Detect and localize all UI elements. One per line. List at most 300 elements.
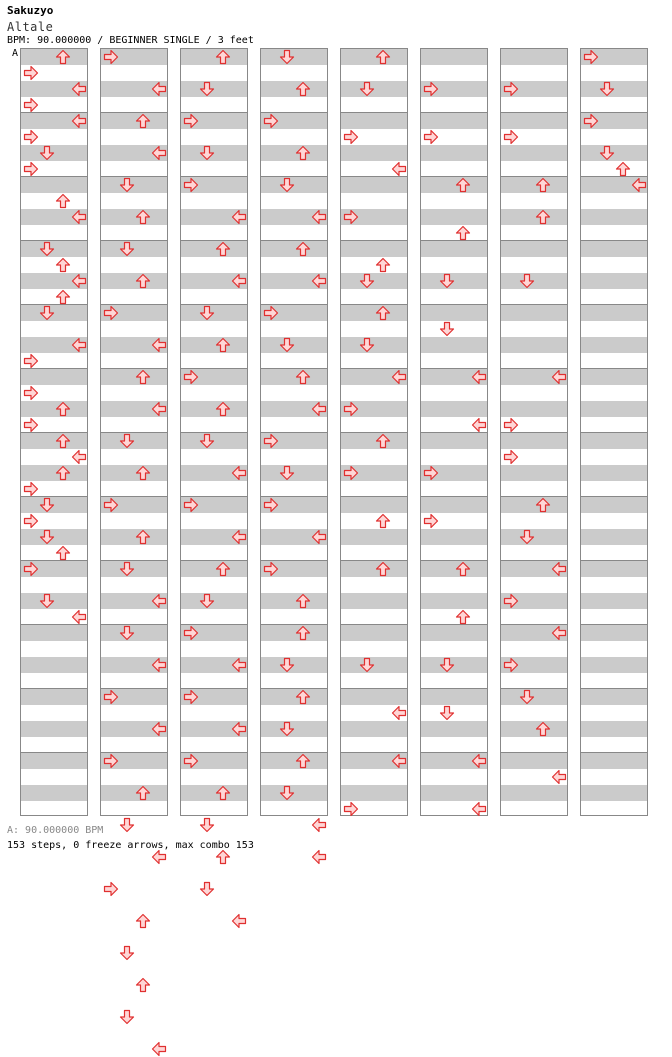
arrow-left-icon — [423, 513, 439, 529]
arrow-left-icon — [103, 689, 119, 705]
beat-band — [421, 305, 487, 321]
arrow-up-icon — [55, 193, 71, 209]
arrow-up-icon — [375, 305, 391, 321]
beat-band — [501, 401, 567, 417]
arrow-right-icon — [551, 625, 567, 641]
arrow-left-icon — [23, 417, 39, 433]
arrow-left-icon — [183, 753, 199, 769]
beat-band — [421, 241, 487, 257]
arrow-down-icon — [519, 689, 535, 705]
arrow-left-icon — [503, 657, 519, 673]
measure-line — [501, 240, 567, 241]
beat-band — [341, 561, 407, 577]
measure-line — [501, 496, 567, 497]
measure-line — [341, 688, 407, 689]
arrow-right-icon — [71, 113, 87, 129]
beat-band — [101, 529, 167, 545]
arrow-down-icon — [279, 657, 295, 673]
arrow-right-icon — [231, 529, 247, 545]
arrow-left-icon — [103, 305, 119, 321]
measure-line — [421, 304, 487, 305]
beat-band — [581, 689, 647, 705]
arrow-down-icon — [119, 177, 135, 193]
arrow-right-icon — [311, 849, 327, 865]
beat-band — [581, 721, 647, 737]
beat-band — [21, 689, 87, 705]
beat-band — [421, 497, 487, 513]
chart-column — [260, 48, 328, 816]
arrow-down-icon — [119, 1009, 135, 1025]
measure-line — [101, 112, 167, 113]
beat-band — [261, 753, 327, 769]
chart-column — [180, 48, 248, 816]
measure-line — [501, 752, 567, 753]
arrow-right-icon — [551, 769, 567, 785]
beat-band — [101, 465, 167, 481]
arrow-up-icon — [135, 529, 151, 545]
arrow-up-icon — [535, 497, 551, 513]
arrow-down-icon — [359, 337, 375, 353]
arrow-up-icon — [375, 513, 391, 529]
measure-line — [21, 752, 87, 753]
arrow-down-icon — [39, 593, 55, 609]
beat-band — [341, 433, 407, 449]
arrow-down-icon — [119, 561, 135, 577]
beat-band — [21, 625, 87, 641]
arrow-up-icon — [295, 241, 311, 257]
beat-band — [21, 753, 87, 769]
beat-band — [101, 369, 167, 385]
measure-line — [341, 432, 407, 433]
arrow-down-icon — [199, 305, 215, 321]
beat-band — [421, 561, 487, 577]
beat-band — [101, 113, 167, 129]
arrow-down-icon — [439, 657, 455, 673]
arrow-left-icon — [183, 497, 199, 513]
beat-band — [421, 337, 487, 353]
song-title: Altale — [7, 20, 54, 34]
arrow-right-icon — [71, 449, 87, 465]
arrow-up-icon — [375, 49, 391, 65]
beat-band — [341, 689, 407, 705]
measure-line — [581, 624, 647, 625]
arrow-left-icon — [343, 801, 359, 817]
arrow-right-icon — [471, 417, 487, 433]
arrow-down-icon — [519, 273, 535, 289]
beat-band — [21, 657, 87, 673]
arrow-down-icon — [199, 817, 215, 833]
arrow-left-icon — [103, 49, 119, 65]
arrow-up-icon — [295, 753, 311, 769]
arrow-down-icon — [39, 529, 55, 545]
arrow-left-icon — [23, 65, 39, 81]
arrow-right-icon — [311, 273, 327, 289]
arrow-down-icon — [119, 625, 135, 641]
arrow-left-icon — [23, 561, 39, 577]
beat-band — [581, 369, 647, 385]
arrow-right-icon — [471, 753, 487, 769]
beat-band — [501, 465, 567, 481]
beat-band — [181, 561, 247, 577]
arrow-left-icon — [503, 593, 519, 609]
beat-band — [581, 625, 647, 641]
beat-band — [421, 401, 487, 417]
arrow-right-icon — [631, 177, 647, 193]
measure-line — [501, 176, 567, 177]
beat-band — [501, 177, 567, 193]
arrow-right-icon — [311, 209, 327, 225]
beat-band — [581, 561, 647, 577]
arrow-left-icon — [263, 305, 279, 321]
measure-line — [421, 496, 487, 497]
beat-band — [261, 81, 327, 97]
measure-line — [581, 752, 647, 753]
arrow-up-icon — [135, 209, 151, 225]
beat-band — [181, 785, 247, 801]
arrow-left-icon — [23, 129, 39, 145]
beat-band — [101, 209, 167, 225]
beat-band — [501, 433, 567, 449]
measure-line — [21, 688, 87, 689]
beat-band — [581, 593, 647, 609]
beat-band — [261, 369, 327, 385]
beat-band — [181, 49, 247, 65]
beat-band — [341, 785, 407, 801]
arrow-right-icon — [231, 913, 247, 929]
beat-band — [341, 305, 407, 321]
chart-column — [100, 48, 168, 816]
arrow-left-icon — [343, 129, 359, 145]
arrow-down-icon — [279, 177, 295, 193]
measure-line — [101, 368, 167, 369]
arrow-down-icon — [119, 817, 135, 833]
measure-line — [581, 496, 647, 497]
arrow-right-icon — [471, 801, 487, 817]
beat-band — [421, 529, 487, 545]
arrow-right-icon — [71, 273, 87, 289]
beat-band — [101, 785, 167, 801]
arrow-up-icon — [375, 257, 391, 273]
arrow-up-icon — [55, 49, 71, 65]
arrow-left-icon — [263, 113, 279, 129]
arrow-up-icon — [135, 785, 151, 801]
beat-band — [21, 433, 87, 449]
beat-band — [501, 49, 567, 65]
arrow-up-icon — [135, 273, 151, 289]
chart-column — [20, 48, 88, 816]
beat-band — [501, 305, 567, 321]
measure-line — [501, 304, 567, 305]
arrow-down-icon — [439, 273, 455, 289]
measure-line — [581, 304, 647, 305]
arrow-left-icon — [503, 81, 519, 97]
arrow-right-icon — [391, 369, 407, 385]
arrow-up-icon — [135, 913, 151, 929]
arrow-up-icon — [295, 145, 311, 161]
arrow-up-icon — [295, 689, 311, 705]
arrow-up-icon — [535, 209, 551, 225]
arrow-down-icon — [119, 433, 135, 449]
arrow-up-icon — [215, 241, 231, 257]
arrow-up-icon — [455, 225, 471, 241]
arrow-down-icon — [199, 145, 215, 161]
arrow-up-icon — [135, 113, 151, 129]
arrow-right-icon — [311, 401, 327, 417]
arrow-right-icon — [151, 145, 167, 161]
beat-band — [421, 593, 487, 609]
beat-band — [341, 145, 407, 161]
measure-line — [581, 368, 647, 369]
arrow-down-icon — [599, 145, 615, 161]
arrow-down-icon — [599, 81, 615, 97]
beat-band — [341, 49, 407, 65]
arrow-left-icon — [103, 497, 119, 513]
beat-band — [21, 465, 87, 481]
beat-band — [421, 785, 487, 801]
measure-line — [341, 240, 407, 241]
arrow-left-icon — [503, 417, 519, 433]
arrow-right-icon — [231, 209, 247, 225]
arrow-left-icon — [23, 385, 39, 401]
arrow-left-icon — [503, 129, 519, 145]
measure-line — [581, 688, 647, 689]
arrow-down-icon — [39, 241, 55, 257]
chart-column — [420, 48, 488, 816]
measure-line — [421, 240, 487, 241]
beat-band — [501, 785, 567, 801]
beat-band — [581, 273, 647, 289]
beat-band — [581, 401, 647, 417]
arrow-up-icon — [215, 49, 231, 65]
arrow-left-icon — [423, 81, 439, 97]
arrow-right-icon — [551, 561, 567, 577]
arrow-right-icon — [71, 209, 87, 225]
arrow-right-icon — [71, 609, 87, 625]
arrow-left-icon — [183, 625, 199, 641]
arrow-up-icon — [295, 369, 311, 385]
beat-band — [581, 241, 647, 257]
arrow-down-icon — [199, 593, 215, 609]
beat-band — [421, 433, 487, 449]
arrow-left-icon — [423, 465, 439, 481]
measure-line — [421, 624, 487, 625]
beat-band — [181, 337, 247, 353]
arrow-left-icon — [343, 209, 359, 225]
arrow-up-icon — [135, 369, 151, 385]
beat-band — [581, 753, 647, 769]
beat-band — [581, 433, 647, 449]
arrow-left-icon — [503, 449, 519, 465]
beat-band — [581, 497, 647, 513]
arrow-up-icon — [215, 337, 231, 353]
beat-band — [501, 241, 567, 257]
arrow-down-icon — [119, 945, 135, 961]
arrow-up-icon — [55, 257, 71, 273]
arrow-right-icon — [551, 369, 567, 385]
measure-line — [261, 240, 327, 241]
beat-band — [501, 753, 567, 769]
arrow-left-icon — [343, 401, 359, 417]
step-stats: 153 steps, 0 freeze arrows, max combo 153 — [7, 840, 254, 851]
arrow-left-icon — [183, 177, 199, 193]
measure-line — [581, 240, 647, 241]
arrow-down-icon — [119, 241, 135, 257]
measure-line — [421, 688, 487, 689]
beat-band — [421, 721, 487, 737]
arrow-left-icon — [343, 465, 359, 481]
arrow-left-icon — [263, 497, 279, 513]
arrow-left-icon — [583, 49, 599, 65]
arrow-left-icon — [263, 433, 279, 449]
beat-band — [101, 273, 167, 289]
arrow-right-icon — [231, 273, 247, 289]
arrow-down-icon — [39, 497, 55, 513]
arrow-left-icon — [23, 97, 39, 113]
arrow-down-icon — [39, 145, 55, 161]
arrow-up-icon — [535, 721, 551, 737]
chart-column — [340, 48, 408, 816]
measure-line — [421, 560, 487, 561]
arrow-right-icon — [71, 337, 87, 353]
arrow-up-icon — [295, 593, 311, 609]
measure-line — [581, 560, 647, 561]
arrow-left-icon — [23, 161, 39, 177]
beat-band — [21, 401, 87, 417]
arrow-up-icon — [135, 465, 151, 481]
beat-band — [261, 145, 327, 161]
arrow-left-icon — [183, 113, 199, 129]
arrow-up-icon — [375, 433, 391, 449]
arrow-left-icon — [183, 369, 199, 385]
beat-band — [341, 721, 407, 737]
beat-band — [341, 529, 407, 545]
beat-band — [21, 49, 87, 65]
arrow-down-icon — [359, 81, 375, 97]
arrow-right-icon — [151, 81, 167, 97]
beat-band — [581, 465, 647, 481]
measure-line — [261, 368, 327, 369]
arrow-down-icon — [439, 321, 455, 337]
chart-info: BPM: 90.000000 / BEGINNER SINGLE / 3 feet — [7, 35, 254, 46]
bpm-legend: A: 90.000000 BPM — [7, 825, 104, 836]
measure-line — [341, 112, 407, 113]
beat-band — [581, 529, 647, 545]
bpm-marker-label: A — [12, 48, 19, 59]
arrow-down-icon — [39, 305, 55, 321]
chart-column — [580, 48, 648, 816]
beat-band — [181, 401, 247, 417]
arrow-down-icon — [279, 465, 295, 481]
measure-line — [261, 624, 327, 625]
arrow-right-icon — [151, 657, 167, 673]
measure-line — [501, 112, 567, 113]
arrow-left-icon — [183, 689, 199, 705]
arrow-left-icon — [103, 753, 119, 769]
measure-line — [181, 240, 247, 241]
arrow-left-icon — [103, 881, 119, 897]
arrow-down-icon — [279, 49, 295, 65]
beat-band — [261, 689, 327, 705]
arrow-up-icon — [455, 561, 471, 577]
beat-band — [581, 305, 647, 321]
beat-band — [421, 177, 487, 193]
arrow-right-icon — [151, 401, 167, 417]
beat-band — [341, 625, 407, 641]
arrow-left-icon — [423, 129, 439, 145]
arrow-right-icon — [311, 817, 327, 833]
arrow-up-icon — [55, 401, 71, 417]
artist-name: Sakuzyo — [7, 4, 54, 17]
arrow-up-icon — [455, 609, 471, 625]
arrow-down-icon — [519, 529, 535, 545]
arrow-right-icon — [391, 753, 407, 769]
beat-band — [581, 337, 647, 353]
beat-band — [581, 785, 647, 801]
measure-line — [341, 304, 407, 305]
measure-line — [341, 496, 407, 497]
arrow-up-icon — [215, 785, 231, 801]
beat-band — [261, 241, 327, 257]
arrow-down-icon — [359, 657, 375, 673]
beat-band — [21, 785, 87, 801]
measure-line — [421, 112, 487, 113]
arrow-right-icon — [471, 369, 487, 385]
arrow-down-icon — [199, 81, 215, 97]
arrow-down-icon — [279, 337, 295, 353]
arrow-up-icon — [215, 849, 231, 865]
arrow-down-icon — [199, 881, 215, 897]
measure-line — [341, 624, 407, 625]
beat-band — [421, 145, 487, 161]
chart-column — [500, 48, 568, 816]
measure-line — [181, 560, 247, 561]
measure-line — [581, 432, 647, 433]
beat-band — [21, 177, 87, 193]
beat-band — [341, 177, 407, 193]
arrow-up-icon — [535, 177, 551, 193]
beat-band — [21, 369, 87, 385]
arrow-up-icon — [295, 625, 311, 641]
beat-band — [501, 209, 567, 225]
arrow-up-icon — [55, 545, 71, 561]
arrow-left-icon — [23, 353, 39, 369]
arrow-left-icon — [23, 513, 39, 529]
arrow-down-icon — [199, 433, 215, 449]
beat-band — [501, 721, 567, 737]
arrow-right-icon — [391, 705, 407, 721]
beat-band — [501, 113, 567, 129]
beat-band — [501, 337, 567, 353]
measure-line — [261, 752, 327, 753]
arrow-right-icon — [71, 81, 87, 97]
beat-band — [261, 593, 327, 609]
measure-line — [421, 176, 487, 177]
arrow-up-icon — [375, 561, 391, 577]
arrow-right-icon — [231, 465, 247, 481]
arrow-down-icon — [279, 785, 295, 801]
beat-band — [501, 497, 567, 513]
beat-band — [341, 113, 407, 129]
arrow-right-icon — [231, 657, 247, 673]
arrow-down-icon — [439, 705, 455, 721]
arrow-up-icon — [55, 465, 71, 481]
arrow-up-icon — [615, 161, 631, 177]
measure-line — [341, 560, 407, 561]
beat-band — [581, 209, 647, 225]
arrow-down-icon — [279, 721, 295, 737]
arrow-up-icon — [215, 561, 231, 577]
arrow-right-icon — [311, 529, 327, 545]
